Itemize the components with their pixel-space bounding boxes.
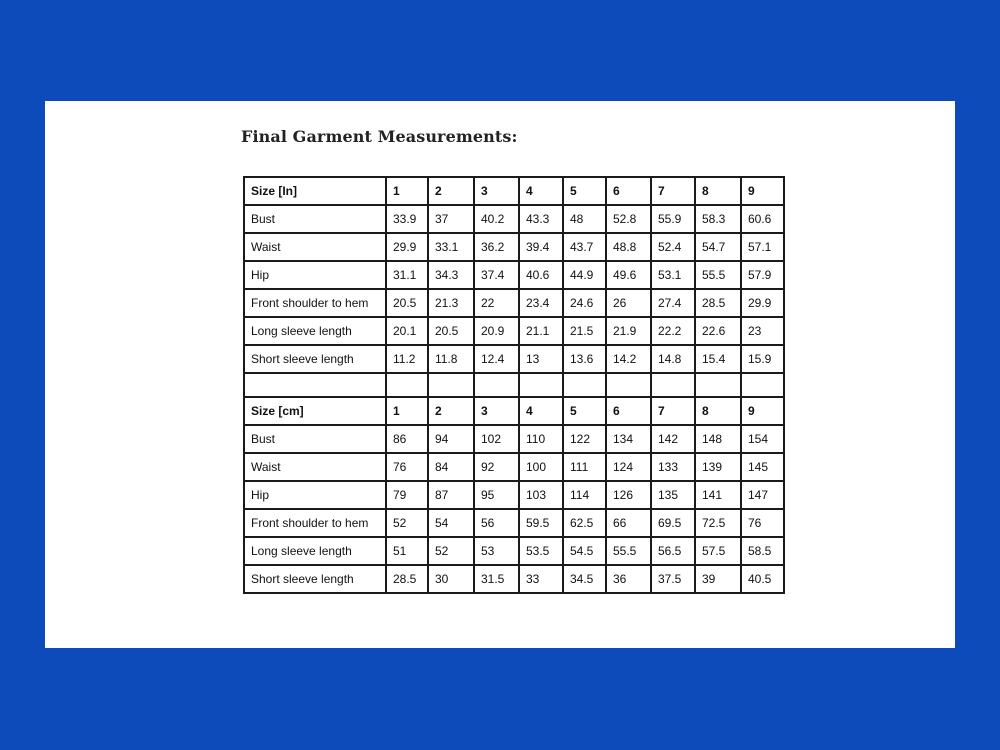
value-cell: 40.5 (741, 565, 784, 593)
value-cell: 21.3 (428, 289, 474, 317)
empty-cell (741, 373, 784, 397)
row-label-cell: Short sleeve length (244, 345, 386, 373)
empty-cell (606, 373, 651, 397)
value-cell: 58.5 (741, 537, 784, 565)
value-cell: 51 (386, 537, 428, 565)
value-cell: 21.1 (519, 317, 563, 345)
value-cell: 26 (606, 289, 651, 317)
value-cell: 124 (606, 453, 651, 481)
value-cell: 37 (428, 205, 474, 233)
value-cell: 55.5 (606, 537, 651, 565)
value-cell: 69.5 (651, 509, 695, 537)
value-cell: 54.7 (695, 233, 741, 261)
value-cell: 13.6 (563, 345, 606, 373)
value-cell: 48 (563, 205, 606, 233)
value-cell: 39 (695, 565, 741, 593)
empty-cell (651, 373, 695, 397)
value-cell: 148 (695, 425, 741, 453)
value-cell: 114 (563, 481, 606, 509)
empty-cell (428, 373, 474, 397)
value-cell: 100 (519, 453, 563, 481)
table-row (244, 205, 784, 233)
row-label-cell: Hip (244, 261, 386, 289)
value-cell: 37.5 (651, 565, 695, 593)
empty-cell (244, 373, 386, 397)
value-cell: 59.5 (519, 509, 563, 537)
value-cell: 27.4 (651, 289, 695, 317)
value-cell: 2 (428, 177, 474, 205)
table-header-row-inches (244, 177, 784, 205)
value-cell: 5 (563, 397, 606, 425)
value-cell: 134 (606, 425, 651, 453)
value-cell: 58.3 (695, 205, 741, 233)
value-cell: 40.2 (474, 205, 519, 233)
value-cell: 55.9 (651, 205, 695, 233)
value-cell: 23 (741, 317, 784, 345)
row-label-cell: Bust (244, 425, 386, 453)
value-cell: 20.5 (386, 289, 428, 317)
value-cell: 13 (519, 345, 563, 373)
value-cell: 2 (428, 397, 474, 425)
empty-cell (695, 373, 741, 397)
empty-cell (519, 373, 563, 397)
value-cell: 8 (695, 397, 741, 425)
value-cell: 57.1 (741, 233, 784, 261)
value-cell: 76 (741, 509, 784, 537)
value-cell: 43.3 (519, 205, 563, 233)
value-cell: 39.4 (519, 233, 563, 261)
value-cell: 133 (651, 453, 695, 481)
value-cell: 87 (428, 481, 474, 509)
value-cell: 30 (428, 565, 474, 593)
value-cell: 6 (606, 397, 651, 425)
value-cell: 40.6 (519, 261, 563, 289)
measurements-table-body (244, 177, 784, 593)
value-cell: 22.6 (695, 317, 741, 345)
value-cell: 24.6 (563, 289, 606, 317)
value-cell: 52 (428, 537, 474, 565)
value-cell: 21.5 (563, 317, 606, 345)
value-cell: 4 (519, 397, 563, 425)
value-cell: 57.5 (695, 537, 741, 565)
table-row (244, 425, 784, 453)
value-cell: 33 (519, 565, 563, 593)
table-row (244, 481, 784, 509)
value-cell: 6 (606, 177, 651, 205)
value-cell: 52.4 (651, 233, 695, 261)
value-cell: 3 (474, 397, 519, 425)
value-cell: 5 (563, 177, 606, 205)
value-cell: 28.5 (695, 289, 741, 317)
row-label-cell: Front shoulder to hem (244, 509, 386, 537)
value-cell: 110 (519, 425, 563, 453)
value-cell: 12.4 (474, 345, 519, 373)
value-cell: 9 (741, 397, 784, 425)
value-cell: 57.9 (741, 261, 784, 289)
value-cell: 135 (651, 481, 695, 509)
value-cell: 36.2 (474, 233, 519, 261)
value-cell: 141 (695, 481, 741, 509)
value-cell: 72.5 (695, 509, 741, 537)
table-row (244, 233, 784, 261)
value-cell: 76 (386, 453, 428, 481)
value-cell: 53.5 (519, 537, 563, 565)
table-row (244, 317, 784, 345)
value-cell: 142 (651, 425, 695, 453)
value-cell: 20.9 (474, 317, 519, 345)
table-row (244, 289, 784, 317)
value-cell: 95 (474, 481, 519, 509)
value-cell: 53.1 (651, 261, 695, 289)
value-cell: 48.8 (606, 233, 651, 261)
value-cell: 122 (563, 425, 606, 453)
value-cell: 1 (386, 397, 428, 425)
value-cell: 66 (606, 509, 651, 537)
value-cell: 31.5 (474, 565, 519, 593)
table-row (244, 565, 784, 593)
value-cell: 34.5 (563, 565, 606, 593)
value-cell: 21.9 (606, 317, 651, 345)
value-cell: 145 (741, 453, 784, 481)
value-cell: 37.4 (474, 261, 519, 289)
value-cell: 23.4 (519, 289, 563, 317)
row-label-cell: Short sleeve length (244, 565, 386, 593)
value-cell: 15.9 (741, 345, 784, 373)
table-row (244, 261, 784, 289)
value-cell: 44.9 (563, 261, 606, 289)
value-cell: 28.5 (386, 565, 428, 593)
value-cell: 92 (474, 453, 519, 481)
table-header-row-cm (244, 397, 784, 425)
table-row (244, 509, 784, 537)
value-cell: 22.2 (651, 317, 695, 345)
value-cell: 154 (741, 425, 784, 453)
page-title: Final Garment Measurements: (241, 127, 518, 146)
value-cell: 139 (695, 453, 741, 481)
value-cell: 52 (386, 509, 428, 537)
value-cell: 60.6 (741, 205, 784, 233)
value-cell: 52.8 (606, 205, 651, 233)
table-row (244, 453, 784, 481)
value-cell: 126 (606, 481, 651, 509)
value-cell: 34.3 (428, 261, 474, 289)
value-cell: 43.7 (563, 233, 606, 261)
value-cell: 4 (519, 177, 563, 205)
value-cell: 7 (651, 177, 695, 205)
measurements-card (45, 101, 955, 648)
value-cell: 54 (428, 509, 474, 537)
measurements-table (243, 176, 785, 594)
value-cell: 102 (474, 425, 519, 453)
table-row (244, 345, 784, 373)
value-cell: 1 (386, 177, 428, 205)
row-label-cell: Waist (244, 233, 386, 261)
value-cell: 9 (741, 177, 784, 205)
row-label-cell: Size [cm] (244, 397, 386, 425)
row-label-cell: Size [In] (244, 177, 386, 205)
value-cell: 55.5 (695, 261, 741, 289)
value-cell: 53 (474, 537, 519, 565)
value-cell: 33.1 (428, 233, 474, 261)
value-cell: 22 (474, 289, 519, 317)
table-row (244, 537, 784, 565)
value-cell: 79 (386, 481, 428, 509)
value-cell: 56.5 (651, 537, 695, 565)
empty-cell (563, 373, 606, 397)
value-cell: 14.8 (651, 345, 695, 373)
value-cell: 15.4 (695, 345, 741, 373)
row-label-cell: Long sleeve length (244, 537, 386, 565)
value-cell: 31.1 (386, 261, 428, 289)
value-cell: 20.5 (428, 317, 474, 345)
value-cell: 147 (741, 481, 784, 509)
row-label-cell: Waist (244, 453, 386, 481)
value-cell: 54.5 (563, 537, 606, 565)
empty-cell (386, 373, 428, 397)
value-cell: 62.5 (563, 509, 606, 537)
row-label-cell: Hip (244, 481, 386, 509)
value-cell: 103 (519, 481, 563, 509)
row-label-cell: Front shoulder to hem (244, 289, 386, 317)
value-cell: 8 (695, 177, 741, 205)
row-label-cell: Bust (244, 205, 386, 233)
value-cell: 11.8 (428, 345, 474, 373)
value-cell: 7 (651, 397, 695, 425)
value-cell: 3 (474, 177, 519, 205)
value-cell: 29.9 (741, 289, 784, 317)
empty-cell (474, 373, 519, 397)
value-cell: 111 (563, 453, 606, 481)
value-cell: 36 (606, 565, 651, 593)
value-cell: 33.9 (386, 205, 428, 233)
value-cell: 56 (474, 509, 519, 537)
row-label-cell: Long sleeve length (244, 317, 386, 345)
value-cell: 14.2 (606, 345, 651, 373)
value-cell: 84 (428, 453, 474, 481)
value-cell: 29.9 (386, 233, 428, 261)
value-cell: 11.2 (386, 345, 428, 373)
value-cell: 49.6 (606, 261, 651, 289)
value-cell: 94 (428, 425, 474, 453)
value-cell: 86 (386, 425, 428, 453)
value-cell: 20.1 (386, 317, 428, 345)
table-spacer-row (244, 373, 784, 397)
